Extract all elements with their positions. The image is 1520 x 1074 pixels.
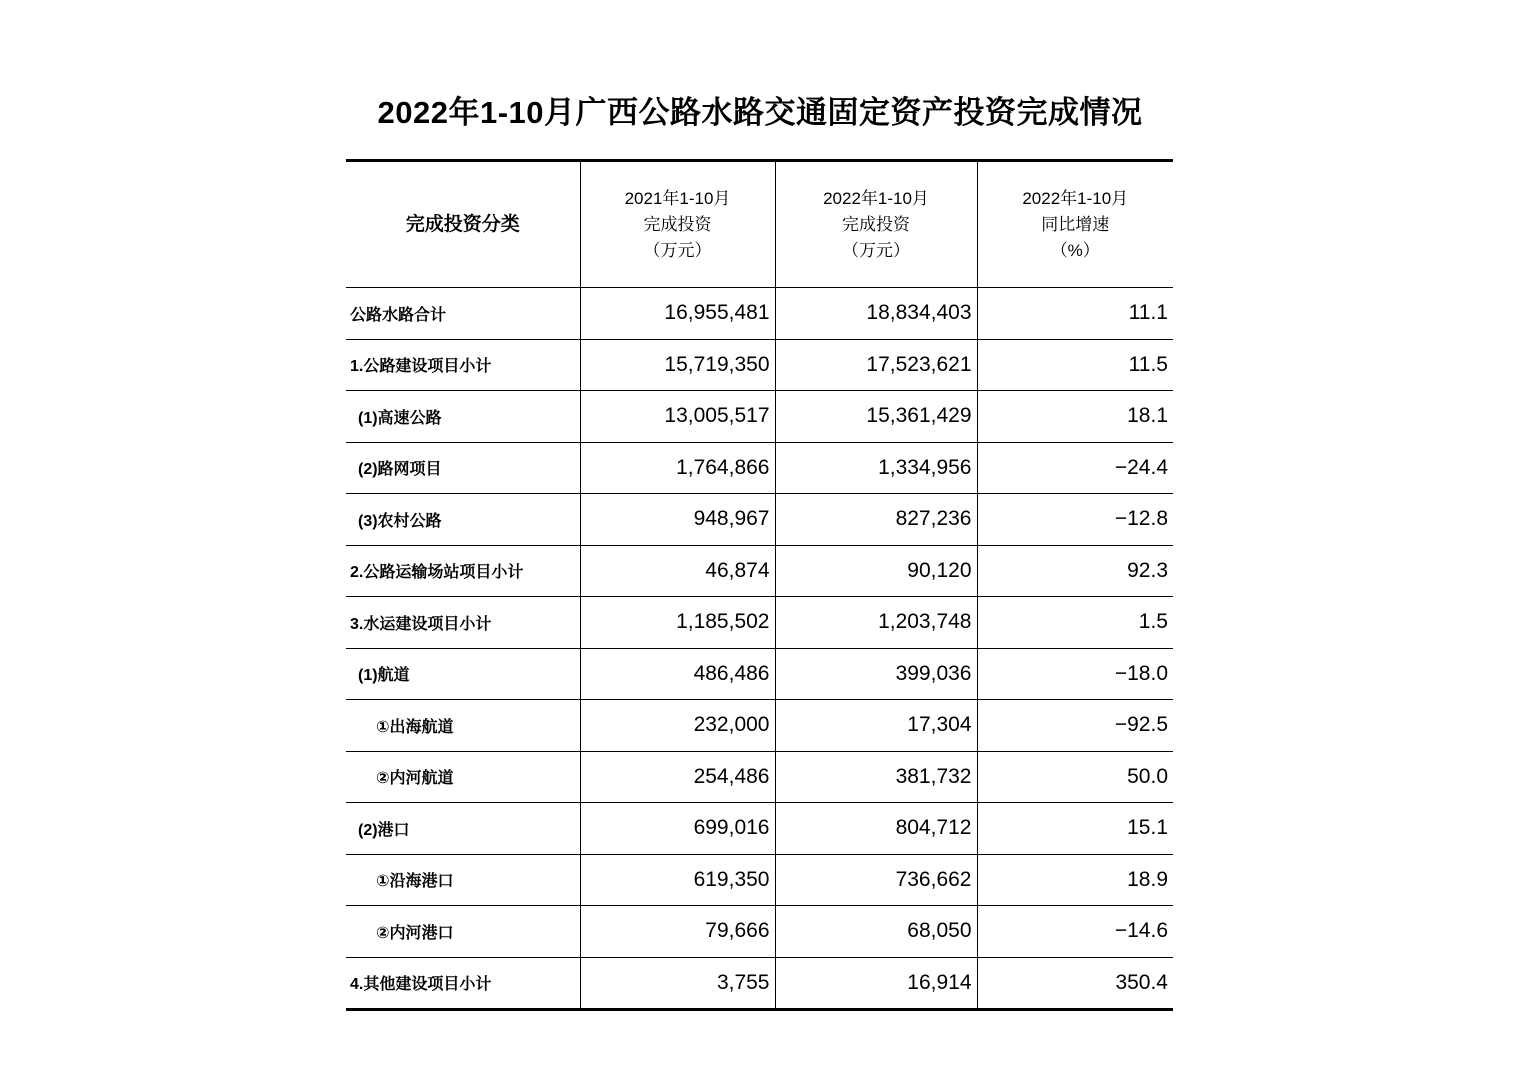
row-category: 2.公路运输场站项目小计: [346, 545, 580, 597]
row-2021-value: 232,000: [580, 700, 775, 752]
header-line: 完成投资: [842, 214, 910, 234]
table-header-row: [346, 161, 1173, 288]
row-2021-value: 1,185,502: [580, 597, 775, 649]
row-2021-value: 254,486: [580, 751, 775, 803]
row-growth-value: −92.5: [977, 700, 1173, 752]
header-line: 2021年1-10月: [624, 188, 731, 208]
row-2022-value: 804,712: [775, 803, 977, 855]
table-row: [346, 648, 1173, 700]
row-category: ②内河航道: [346, 751, 580, 803]
row-growth-value: 18.1: [977, 391, 1173, 443]
row-category: ②内河港口: [346, 906, 580, 958]
row-category: (1)航道: [346, 648, 580, 700]
table-row: [346, 442, 1173, 494]
row-2022-value: 1,334,956: [775, 442, 977, 494]
row-category: (2)港口: [346, 803, 580, 855]
row-2021-value: 699,016: [580, 803, 775, 855]
row-2022-value: 399,036: [775, 648, 977, 700]
row-category: 1.公路建设项目小计: [346, 339, 580, 391]
table-row: [346, 906, 1173, 958]
header-line: 2022年1-10月: [823, 188, 929, 208]
table-row: [346, 803, 1173, 855]
row-growth-value: −12.8: [977, 494, 1173, 546]
header-line: （%）: [1050, 240, 1100, 260]
table-row: [346, 751, 1173, 803]
table-row: [346, 597, 1173, 649]
row-2022-value: 17,304: [775, 700, 977, 752]
table-row: [346, 545, 1173, 597]
row-2021-value: 1,764,866: [580, 442, 775, 494]
row-2022-value: 381,732: [775, 751, 977, 803]
header-category: [346, 161, 580, 288]
row-category: 4.其他建设项目小计: [346, 957, 580, 1010]
row-2021-value: 619,350: [580, 854, 775, 906]
header-line: 完成投资分类: [405, 213, 520, 235]
page-title: 2022年1-10月广西公路水路交通固定资产投资完成情况: [377, 94, 1143, 130]
row-growth-value: 11.1: [977, 288, 1173, 340]
table-row: [346, 494, 1173, 546]
row-growth-value: 11.5: [977, 339, 1173, 391]
row-growth-value: 350.4: [1115, 970, 1168, 994]
row-2021-value: 3,755: [580, 957, 775, 1010]
table-row: [346, 339, 1173, 391]
header-2021-investment: [580, 161, 775, 288]
row-2021-value: 79,666: [580, 906, 775, 958]
table-row: [346, 700, 1173, 752]
row-growth-value: 50.0: [977, 751, 1173, 803]
table-row: [346, 957, 1173, 1010]
row-2022-value: 16,914: [775, 957, 977, 1010]
row-2022-value: 1,203,748: [775, 597, 977, 649]
row-growth-value: 92.3: [977, 545, 1173, 597]
row-2022-value: 68,050: [775, 906, 977, 958]
row-2022-value: 18,834,403: [775, 288, 977, 340]
header-line: （万元）: [842, 240, 910, 260]
row-category: 3.水运建设项目小计: [346, 597, 580, 649]
row-2021-value: 13,005,517: [580, 391, 775, 443]
row-2021-value: 486,486: [580, 648, 775, 700]
table-row: [346, 288, 1173, 340]
row-2022-value: 17,523,621: [775, 339, 977, 391]
header-growth-rate: [977, 161, 1173, 288]
row-2022-value: 90,120: [775, 545, 977, 597]
row-category: (1)高速公路: [346, 391, 580, 443]
table-row: [346, 854, 1173, 906]
row-growth-value: −24.4: [977, 442, 1173, 494]
row-growth-value: 1.5: [977, 597, 1173, 649]
row-growth-value: −14.6: [977, 906, 1173, 958]
header-line: 同比增速: [1041, 214, 1110, 234]
header-line: 完成投资: [643, 214, 712, 234]
row-category: (3)农村公路: [346, 494, 580, 546]
row-2021-value: 46,874: [580, 545, 775, 597]
row-category: ①出海航道: [346, 700, 580, 752]
investment-table: [346, 159, 1173, 1011]
header-line: 2022年1-10月: [1022, 188, 1129, 208]
header-2022-investment: [775, 161, 977, 288]
row-2021-value: 15,719,350: [580, 339, 775, 391]
row-category: 公路水路合计: [346, 288, 580, 340]
header-line: （万元）: [643, 240, 712, 260]
row-2022-value: 827,236: [775, 494, 977, 546]
table-row: [346, 391, 1173, 443]
row-category: ①沿海港口: [346, 854, 580, 906]
row-growth-value: −18.0: [977, 648, 1173, 700]
row-2021-value: 948,967: [580, 494, 775, 546]
row-2022-value: 736,662: [775, 854, 977, 906]
row-growth-value: 18.9: [977, 854, 1173, 906]
row-2021-value: 16,955,481: [580, 288, 775, 340]
row-category: (2)路网项目: [346, 442, 580, 494]
row-2022-value: 15,361,429: [775, 391, 977, 443]
row-growth-value: 15.1: [977, 803, 1173, 855]
